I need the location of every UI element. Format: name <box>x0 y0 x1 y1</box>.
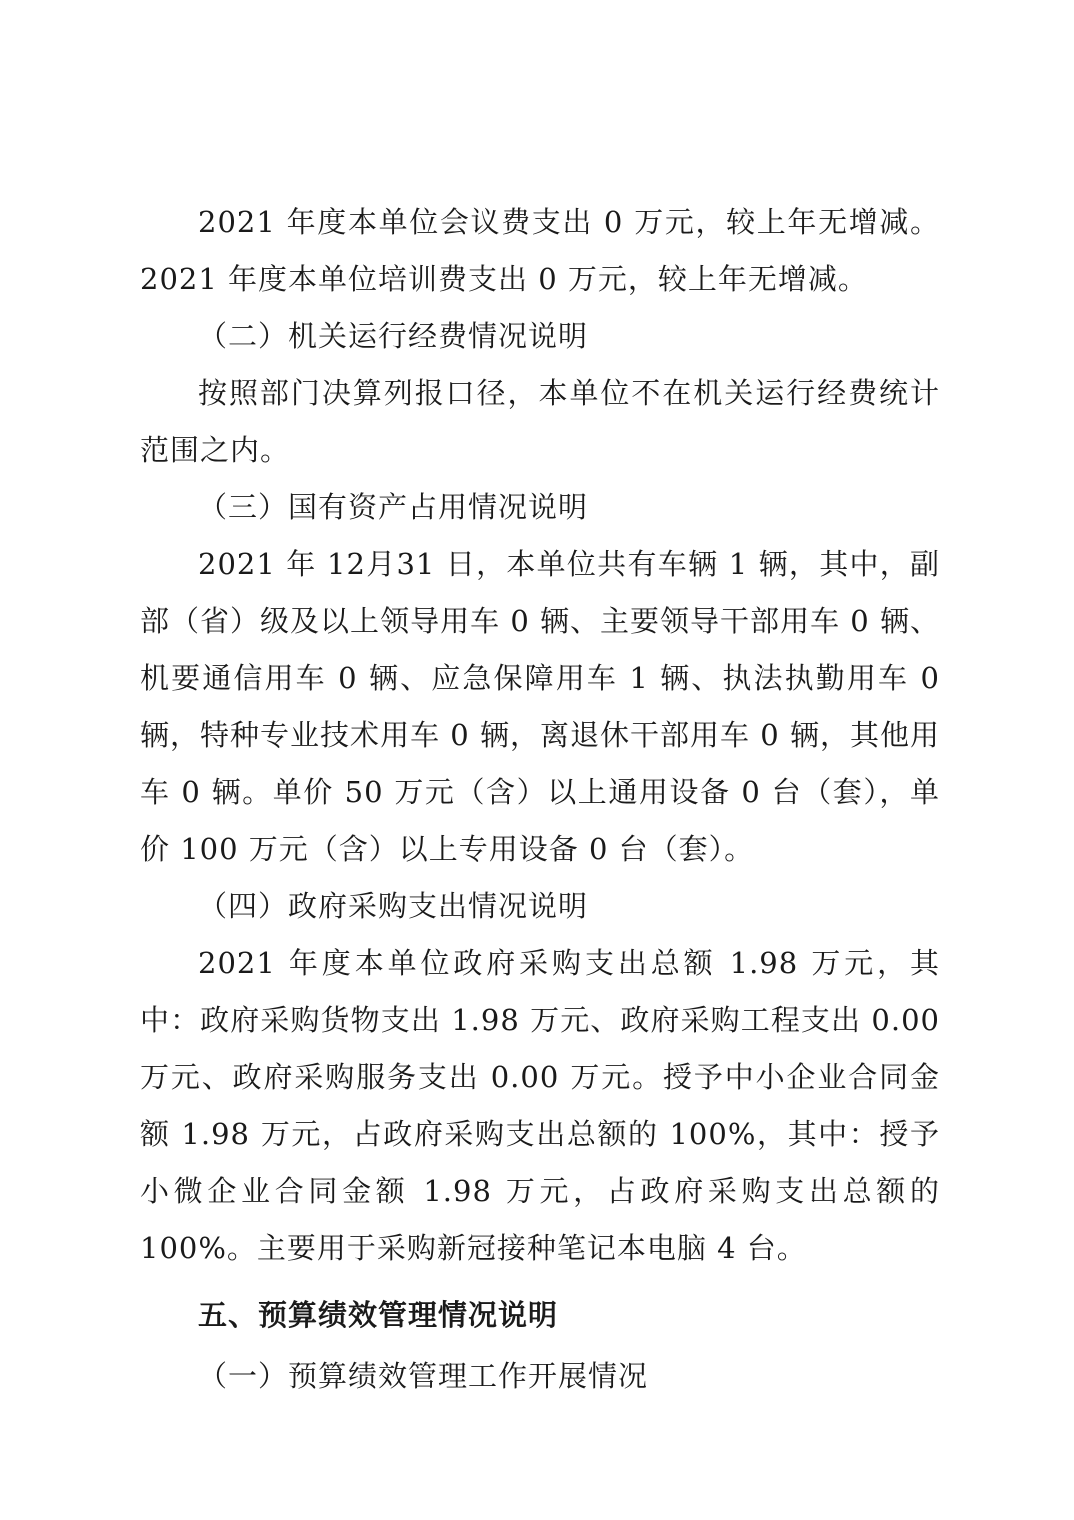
heading-state-assets: （三）国有资产占用情况说明 <box>198 490 589 524</box>
heading-budget-performance-work: （一）预算绩效管理工作开展情况 <box>198 1359 649 1393</box>
paragraph-government-procurement: 2021 年度本单位政府采购支出总额 1.98 万元，其中：政府采购货物支出 1.98 万元、政府采购工程支出 0.00 万元、政府采购服务支出 0.00 万元。授予中小企业合同金额 1.98 万元，占政府采购支出总额的 100%，其中：授予小微企业合同金额 1.98 万元，占政府采购支出总额的 100%。主要用于采购新冠接种笔记本电脑 4 台。 <box>140 946 940 1265</box>
document-page <box>140 194 940 1405</box>
heading-budget-performance: 五、预算绩效管理情况说明 <box>198 1298 559 1332</box>
paragraph-state-assets: 2021 年 12月31 日，本单位共有车辆 1 辆，其中，副部（省）级及以上领导用车 0 辆、主要领导干部用车 0 辆、机要通信用车 0 辆、应急保障用车 1 辆、执法执勤用车 0 辆，特种专业技术用车 0 辆，离退休干部用车 0 辆，其他用车 0 辆。单价 50 万元（含）以上通用设备 0 台（套），单价 100 万元（含）以上专用设备 0 台（套）。 <box>140 547 940 866</box>
paragraph-meeting-training-fees: 2021 年度本单位会议费支出 0 万元，较上年无增减。2021 年度本单位培训费支出 0 万元，较上年无增减。 <box>140 205 940 296</box>
paragraph-operating-expenses: 按照部门决算列报口径，本单位不在机关运行经费统计范围之内。 <box>140 376 940 467</box>
heading-government-procurement: （四）政府采购支出情况说明 <box>198 889 589 923</box>
heading-operating-expenses: （二）机关运行经费情况说明 <box>198 319 589 353</box>
